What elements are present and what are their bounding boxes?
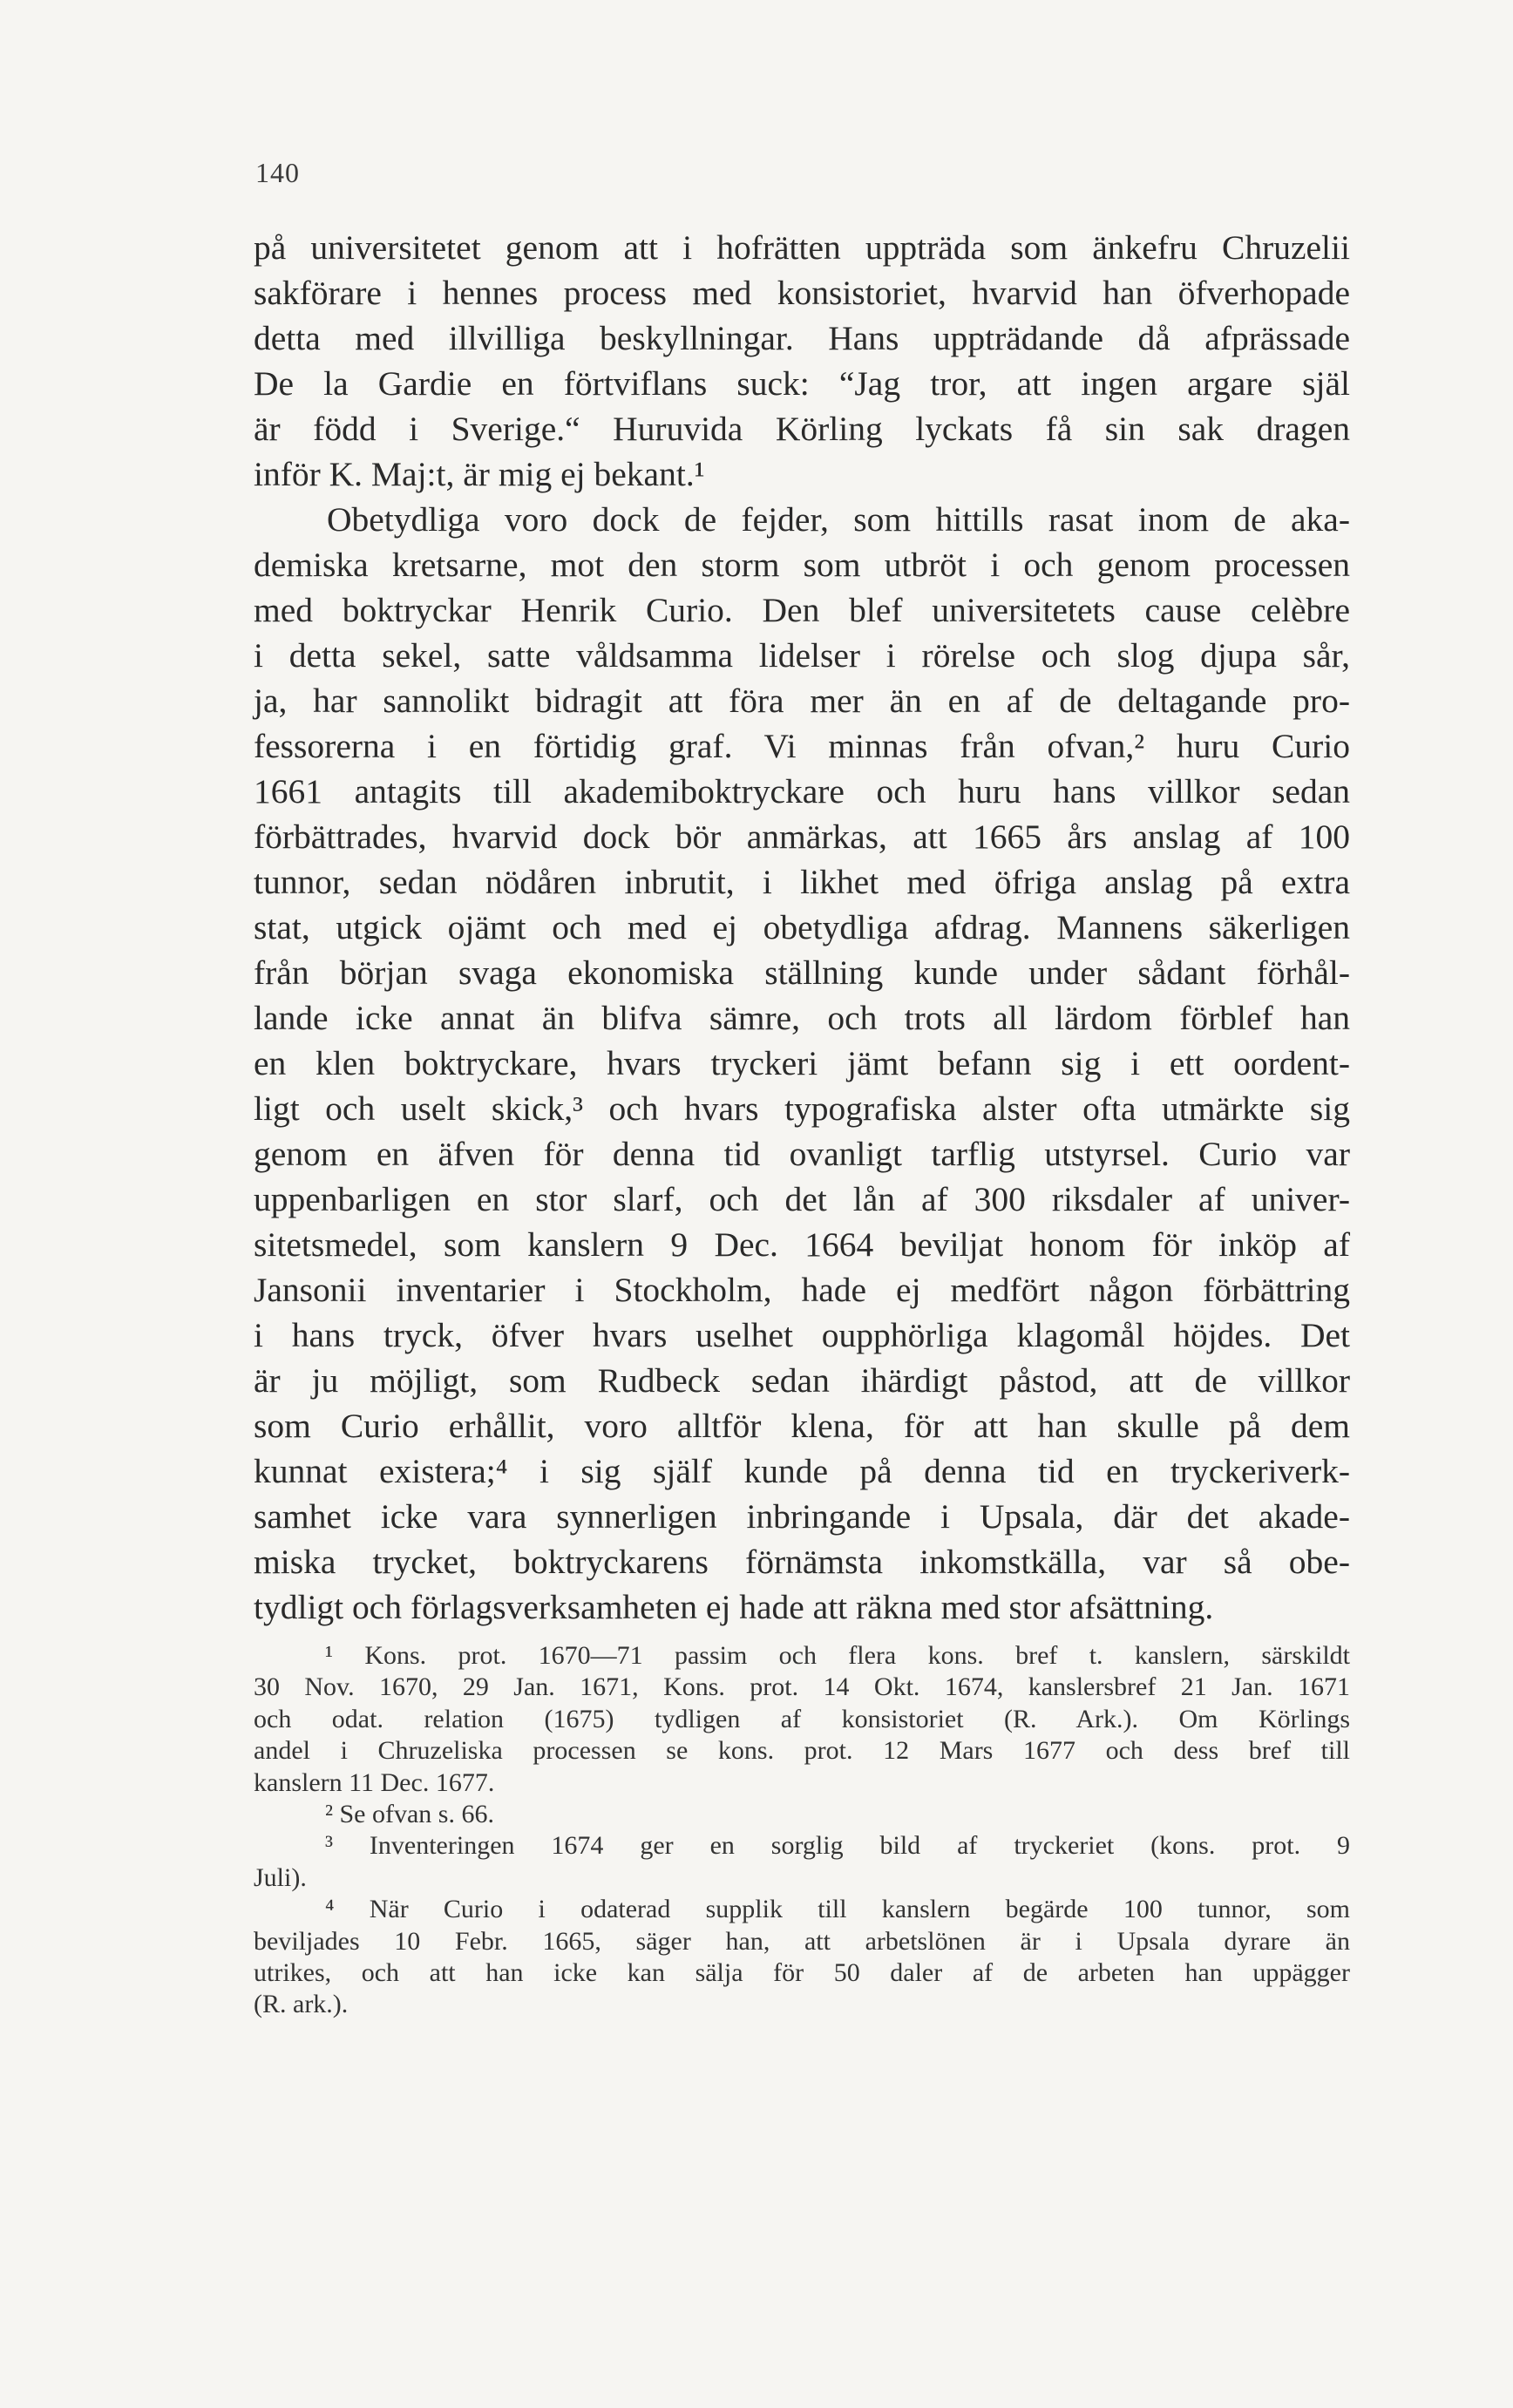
- body-line: De la Gardie en förtviflans suck: “Jag tror, att ingen argare själ: [254, 364, 1350, 403]
- body-line: en klen boktryckare, hvars tryckeri jämt befann sig i ett oordent-: [254, 1044, 1350, 1082]
- body-line: Obetydliga voro dock de fejder, som hittills rasat inom de aka-: [327, 500, 1350, 539]
- footnote-line: ² Se ofvan s. 66.: [325, 1799, 494, 1828]
- page-number: 140: [255, 157, 300, 188]
- footnote-line: 30 Nov. 1670, 29 Jan. 1671, Kons. prot. 14 Okt. 1674, kanslersbref 21 Jan. 1671: [254, 1672, 1350, 1702]
- body-line: fessorerna i en förtidig graf. Vi minnas från ofvan,² huru Curio: [254, 727, 1350, 765]
- footnotes: [254, 1640, 1350, 2021]
- body-line: sitetsmedel, som kanslern 9 Dec. 1664 beviljat honom för inköp af: [254, 1225, 1350, 1264]
- footnote-line: ¹ Kons. prot. 1670—71 passim och flera kons. bref t. kanslern, särskildt: [325, 1641, 1350, 1670]
- body-line: genom en äfven för denna tid ovanligt tarflig utstyrsel. Curio var: [254, 1135, 1350, 1173]
- body-line: från början svaga ekonomiska ställning kunde under sådant förhål-: [254, 953, 1350, 992]
- body-line: i detta sekel, satte våldsamma lidelser i rörelse och slog djupa sår,: [254, 636, 1350, 675]
- body-line: förbättrades, hvarvid dock bör anmärkas, att 1665 års anslag af 100: [254, 817, 1350, 856]
- body-line: Jansonii inventarier i Stockholm, hade ej medfört någon förbättring: [254, 1271, 1350, 1309]
- body-line: tydligt och förlagsverksamheten ej hade att räkna med stor afsättning.: [254, 1588, 1214, 1626]
- body-line: är ju möjligt, som Rudbeck sedan ihärdigt påstod, att de villkor: [254, 1361, 1350, 1400]
- body-line: samhet icke vara synnerligen inbringande i Upsala, där det akade-: [254, 1497, 1350, 1536]
- body-line: tunnor, sedan nödåren inbrutit, i likhet med öfriga anslag på extra: [254, 863, 1350, 901]
- body-line: kunnat existera;⁴ i sig själf kunde på denna tid en tryckeriverk-: [254, 1452, 1350, 1490]
- footnote-line: andel i Chruzeliska processen se kons. prot. 12 Mars 1677 och dess bref till: [254, 1736, 1350, 1766]
- footnote-line: och odat. relation (1675) tydligen af konsistoriet (R. Ark.). Om Körlings: [254, 1704, 1350, 1733]
- footnote-line: beviljades 10 Febr. 1665, säger han, att arbetslönen är i Upsala dyrare än: [254, 1926, 1350, 1956]
- body-line: på universitetet genom att i hofrätten uppträda som änkefru Chruzelii: [254, 228, 1350, 267]
- body-line: med boktryckar Henrik Curio. Den blef universitetets cause celèbre: [254, 591, 1350, 629]
- body-line: ja, har sannolikt bidragit att föra mer än en af de deltagande pro-: [254, 682, 1350, 720]
- footnote-line: kanslern 11 Dec. 1677.: [254, 1767, 495, 1797]
- footnote-line: ⁴ När Curio i odaterad supplik till kanslern begärde 100 tunnor, som: [325, 1895, 1350, 1924]
- body-line: som Curio erhållit, voro alltför klena, för att han skulle på dem: [254, 1407, 1350, 1445]
- body-line: i hans tryck, öfver hvars uselhet oupphörliga klagomål höjdes. Det: [254, 1316, 1350, 1354]
- body-text: [254, 225, 1350, 1630]
- body-line: lande icke annat än blifva sämre, och trots all lärdom förblef han: [254, 999, 1350, 1037]
- body-line: detta med illvilliga beskyllningar. Hans uppträdande då afprässade: [254, 319, 1350, 357]
- body-line: inför K. Maj:t, är mig ej bekant.¹: [254, 455, 705, 493]
- body-line: ligt och uselt skick,³ och hvars typografiska alster ofta utmärkte sig: [254, 1089, 1350, 1128]
- body-line: 1661 antagits till akademiboktryckare och huru hans villkor sedan: [254, 772, 1350, 811]
- footnote-line: Juli).: [254, 1862, 307, 1892]
- footnote-line: (R. ark.).: [254, 1990, 349, 2019]
- body-line: miska trycket, boktryckarens förnämsta inkomstkälla, var så obe-: [254, 1543, 1350, 1581]
- footnote-line: ³ Inventeringen 1674 ger en sorglig bild af tryckeriet (kons. prot. 9: [325, 1831, 1350, 1861]
- body-line: demiska kretsarne, mot den storm som utbröt i och genom processen: [254, 546, 1350, 584]
- footnote-line: utrikes, och att han icke kan sälja för 50 daler af de arbeten han uppägger: [254, 1957, 1350, 1987]
- body-line: sakförare i hennes process med konsistoriet, hvarvid han öfverhopade: [254, 274, 1350, 312]
- body-line: är född i Sverige.“ Huruvida Körling lyckats få sin sak dragen: [254, 410, 1350, 448]
- body-line: uppenbarligen en stor slarf, och det lån af 300 riksdaler af univer-: [254, 1180, 1350, 1218]
- body-line: stat, utgick ojämt och med ej obetydliga afdrag. Mannens säkerligen: [254, 908, 1350, 946]
